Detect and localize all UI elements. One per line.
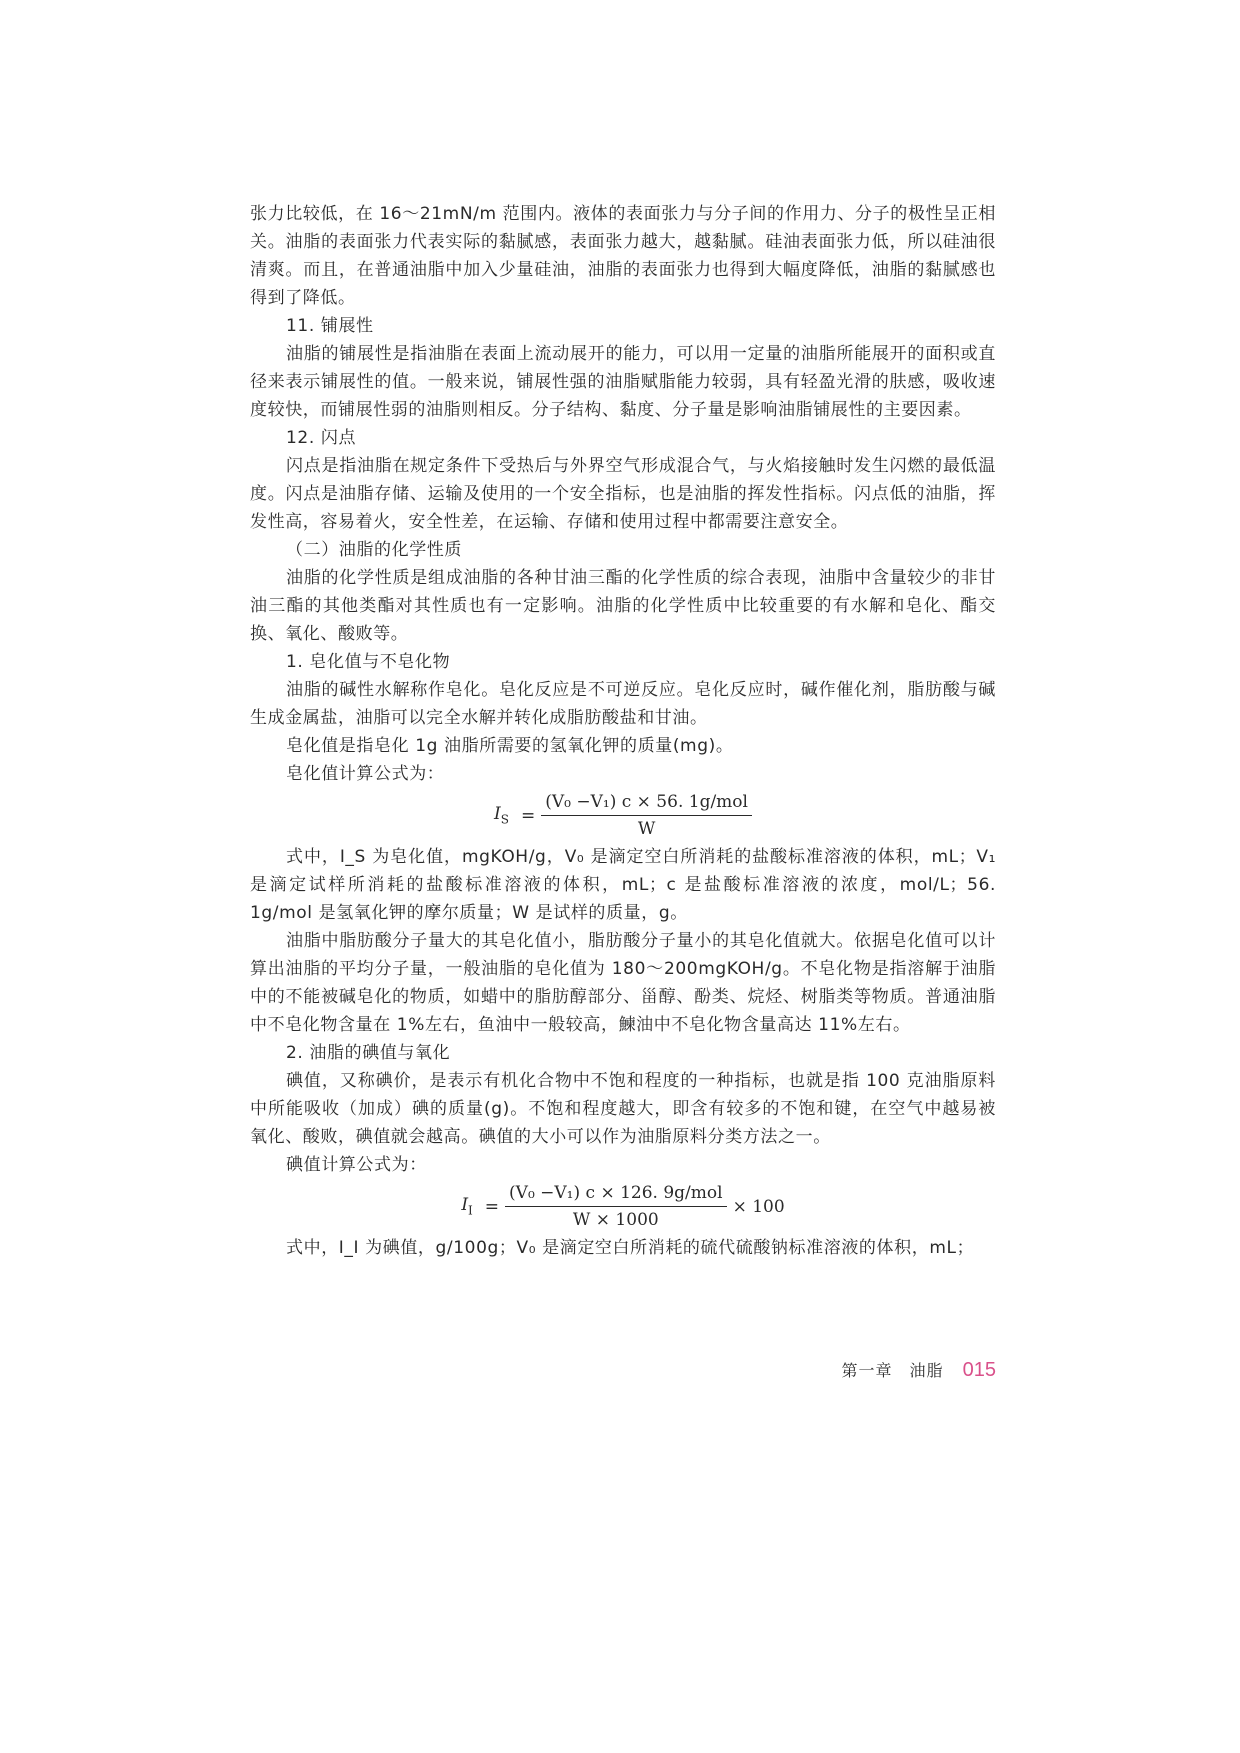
paragraph-iodine-value: 碘值，又称碘价，是表示有机化合物中不饱和程度的一种指标，也就是指 100 克油脂原料中所能吸收（加成）碘的质量(g)。不饱和程度越大，即含有较多的不饱和键，在空气中越易被氧化、酸败，碘值就会越高。碘值的大小可以作为油脂原料分类方法之一。 <box>250 1071 996 1147</box>
heading-iodine-value: 2. 油脂的碘值与氧化 <box>286 1043 451 1063</box>
formula-lhs: $I_I$ <box>461 1195 473 1218</box>
paragraph-unsaponifiables: 油脂中脂肪酸分子量大的其皂化值小，脂肪酸分子量小的其皂化值就大。依据皂化值可以计算出油脂的平均分子量，一般油脂的皂化值为 180～200mgKOH/g。不皂化物是指溶解于油脂中的不能被碱皂化的物质，如蜡中的脂肪醇部分、甾醇、酚类、烷烃、树脂类等物质。普通油脂中不皂化物含量在 1%左右，鱼油中一般较高，鰊油中不皂化物含量高达 11%左右。 <box>250 931 996 1035</box>
page-body <box>250 200 996 1262</box>
paragraph-saponification-variables: 式中，I_S 为皂化值，mgKOH/g，V₀ 是滴定空白所消耗的盐酸标准溶液的体积，mL；V₁ 是滴定试样所消耗的盐酸标准溶液的体积，mL；c 是盐酸标准溶液的浓度，mol/L；56. 1g/mol 是氢氧化钾的摩尔质量；W 是试样的质量，g。 <box>250 847 996 923</box>
page-footer <box>250 1358 996 1382</box>
heading-flash-point: 12. 闪点 <box>286 428 357 448</box>
paragraph-iodine-variables: 式中，I_I 为碘值，g/100g；V₀ 是滴定空白所消耗的硫代硫酸钠标准溶液的体积，mL； <box>286 1238 975 1258</box>
paragraph-saponification-formula-intro: 皂化值计算公式为： <box>286 764 445 784</box>
paragraph-saponification-definition: 油脂的碱性水解称作皂化。皂化反应是不可逆反应。皂化反应时，碱作催化剂，脂肪酸与碱生成金属盐，油脂可以完全水解并转化成脂肪酸盐和甘油。 <box>250 680 996 728</box>
heading-saponification: 1. 皂化值与不皂化物 <box>286 652 451 672</box>
formula-equals: = <box>520 805 536 826</box>
formula-multiplier: × 100 <box>732 1196 785 1217</box>
formula-fraction <box>541 791 752 840</box>
formula-denominator: W × 1000 <box>572 1210 659 1230</box>
page-number: 015 <box>962 1359 996 1381</box>
heading-chemical-properties: （二）油脂的化学性质 <box>286 540 462 560</box>
formula-equals: = <box>484 1196 500 1217</box>
paragraph-saponification-value: 皂化值是指皂化 1g 油脂所需要的氢氧化钾的质量(mg)。 <box>286 736 734 756</box>
formula-numerator: (V₀ −V₁) c × 56. 1g/mol <box>541 791 752 816</box>
iodine-formula <box>250 1182 996 1231</box>
paragraph-spreadability: 油脂的铺展性是指油脂在表面上流动展开的能力，可以用一定量的油脂所能展开的面积或直径来表示铺展性的值。一般来说，铺展性强的油脂赋脂能力较弱，具有轻盈光滑的肤感，吸收速度较快，而铺展性弱的油脂则相反。分子结构、黏度、分子量是影响油脂铺展性的主要因素。 <box>250 344 996 420</box>
chapter-title: 第一章 油脂 <box>841 1361 944 1380</box>
heading-spreadability: 11. 铺展性 <box>286 316 374 336</box>
paragraph-flash-point: 闪点是指油脂在规定条件下受热后与外界空气形成混合气，与火焰接触时发生闪燃的最低温度。闪点是油脂存储、运输及使用的一个安全指标，也是油脂的挥发性指标。闪点低的油脂，挥发性高，容易着火，安全性差，在运输、存储和使用过程中都需要注意安全。 <box>250 456 996 532</box>
formula-denominator: W <box>637 819 656 839</box>
formula-fraction <box>505 1182 727 1231</box>
formula-numerator: (V₀ −V₁) c × 126. 9g/mol <box>505 1182 727 1207</box>
saponification-formula <box>250 791 996 840</box>
paragraph-iodine-formula-intro: 碘值计算公式为： <box>286 1155 427 1175</box>
paragraph-chemical-properties: 油脂的化学性质是组成油脂的各种甘油三酯的化学性质的综合表现，油脂中含量较少的非甘油三酯的其他类酯对其性质也有一定影响。油脂的化学性质中比较重要的有水解和皂化、酯交换、氧化、酸败等。 <box>250 568 996 644</box>
formula-lhs: $I_S$ <box>494 804 509 827</box>
paragraph-surface-tension: 张力比较低，在 16～21mN/m 范围内。液体的表面张力与分子间的作用力、分子的极性呈正相关。油脂的表面张力代表实际的黏腻感，表面张力越大，越黏腻。硅油表面张力低，所以硅油很清爽。而且，在普通油脂中加入少量硅油，油脂的表面张力也得到大幅度降低，油脂的黏腻感也得到了降低。 <box>250 204 996 308</box>
